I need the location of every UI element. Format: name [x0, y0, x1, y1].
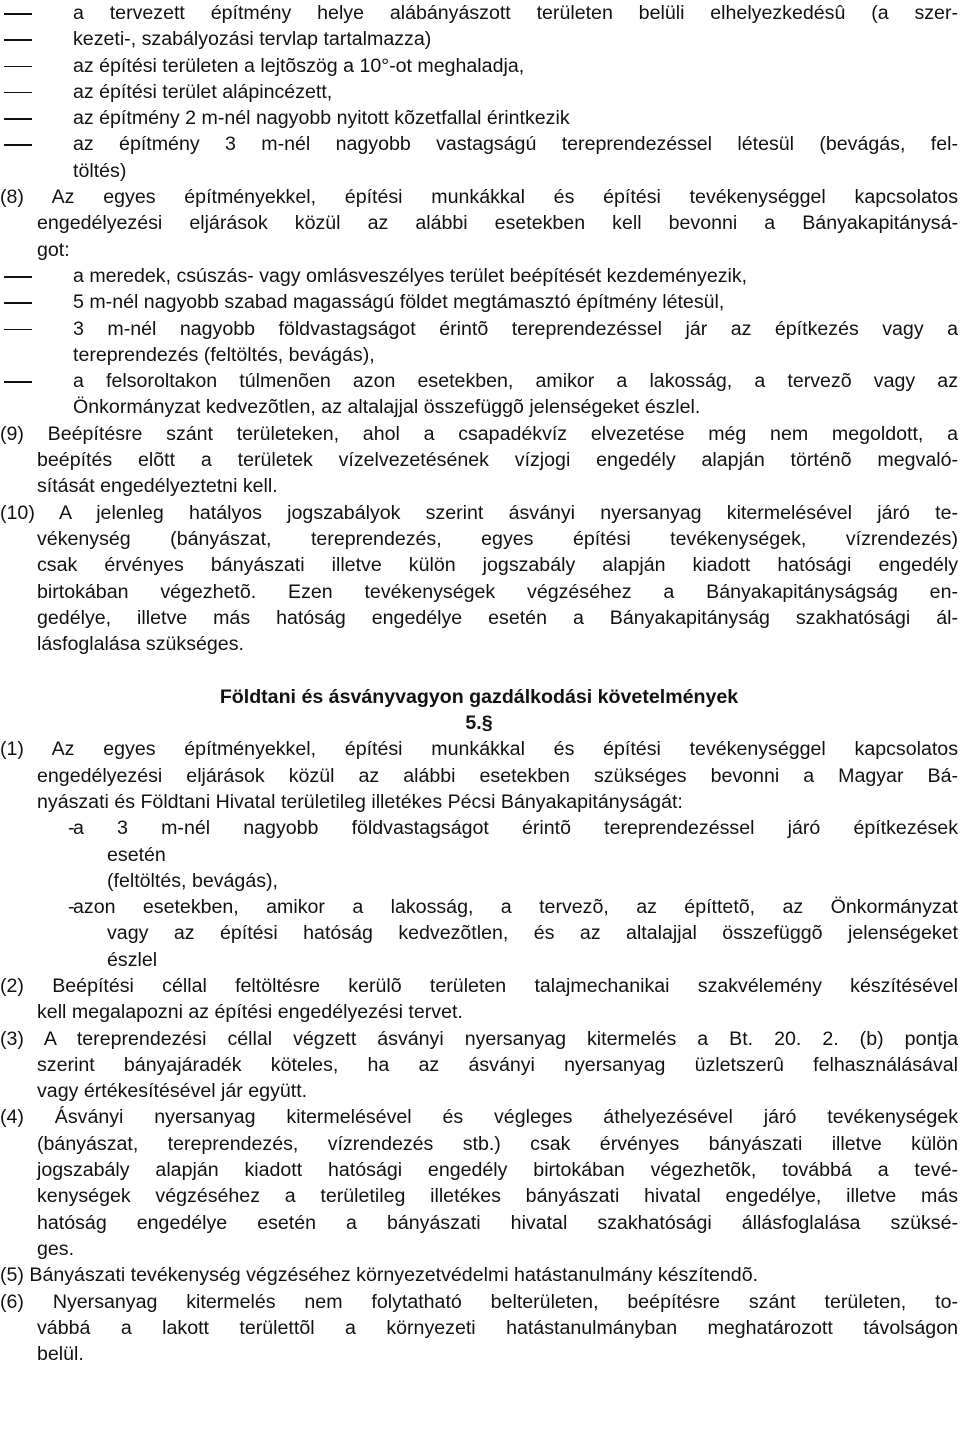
text-line: jogszabály alapján kiadott hatósági engedély birtokában végezhetõk, továbbá a tevé- — [37, 1159, 958, 1182]
blank-line — [0, 657, 958, 683]
text-line: gedélye, illetve más hatóság engedélye esetén a Bányakapitányság szakhatósági ál- — [37, 606, 958, 629]
text-line: beépítés elõtt a területek vízelvezetésének vízjogi engedély alapján történõ megvaló- — [37, 449, 958, 472]
text-line: a felsoroltakon túlmenõen azon esetekben, amikor a lakosság, a tervezõ vagy az — [0, 368, 958, 394]
text-line: - azon esetekben, amikor a lakosság, a tervezõ, az építtetõ, az Önkormányzat — [0, 894, 958, 920]
text-line: kenységek végzéséhez a területileg illetékes bányászati hivatal engedélye, illetve más — [37, 1185, 958, 1208]
text-line: 3 m-nél nagyobb földvastagságot érintõ tereprendezéssel jár az építkezés vagy a — [0, 316, 958, 342]
text-line: töltés) — [73, 159, 127, 182]
text-line: (3) A tereprendezési céllal végzett ásványi nyersanyag kitermelés a Bt. 20. 2. (b) pontja — [0, 1027, 958, 1050]
text-line: (8) Az egyes építményekkel, építési munkákkal és építési tevékenységgel kapcsolatos — [0, 186, 958, 209]
text-line: ges. — [37, 1237, 75, 1260]
text-line: a meredek, csúszás- vagy omlásveszélyes terület beépítését kezdeményezik, — [0, 263, 958, 289]
section-heading: Földtani és ásványvagyon gazdálkodási követelmények — [219, 685, 739, 708]
text-line: (4) Ásványi nyersanyag kitermelésével és végleges áthelyezésével járó tevékenységek — [0, 1106, 958, 1129]
text-line: sítását engedélyeztetni kell. — [37, 475, 278, 498]
text-line: az építmény 2 m-nél nagyobb nyitott kõzetfallal érintkezik — [0, 105, 958, 131]
text-line: vékenység (bányászat, tereprendezés, egyes építési tevékenységek, vízrendezés) — [37, 527, 958, 550]
text-line: csak érvényes bányászati illetve külön jogszabály alapján kiadott hatósági engedély — [37, 554, 958, 577]
text-line: vagy értékesítésével jár együtt. — [37, 1080, 308, 1103]
text-line: az építmény 3 m-nél nagyobb vastagságú tereprendezéssel létesül (bevágás, fel- — [0, 131, 958, 157]
text-line: (9) Beépítésre szánt területeken, ahol a csapadékvíz elvezetése még nem megoldott, a — [0, 422, 958, 445]
text-line: tereprendezés (feltöltés, bevágás), — [73, 343, 375, 366]
text-line: az építési területen a lejtõszög a 10°-ot meghaladja, — [0, 53, 958, 79]
text-line: engedélyezési eljárások közül az alábbi esetekben szükséges bevonni a Magyar Bá- — [37, 764, 958, 787]
text-line: kell megalapozni az építési engedélyezési tervet. — [37, 1001, 463, 1024]
text-line: Önkormányzat kedvezõtlen, az altalajjal összefüggõ jelenségeket észlel. — [73, 396, 701, 419]
text-line: az építési terület alápincézett, — [0, 79, 958, 105]
text-line: lásfoglalása szükséges. — [37, 633, 244, 656]
text-line: nyászati és Földtani Hivatal területileg illetékes Pécsi Bányakapitányságát: — [37, 790, 683, 813]
text-line: birtokában végezhetõ. Ezen tevékenységek végzéséhez a Bányakapitányságság en- — [37, 580, 958, 603]
text-line: vábbá a lakott területtõl a környezeti hatástanulmányban meghatározott távolságon — [37, 1316, 958, 1339]
text-line: (6) Nyersanyag kitermelés nem folytatható belterületen, beépítésre szánt területen, to- — [0, 1290, 958, 1313]
text-line: (feltöltés, bevágás), — [107, 869, 278, 892]
text-line: szerint bányajáradék köteles, ha az ásványi nyersanyag üzletszerû felhasználásával — [37, 1053, 958, 1076]
text-line: 5 m-nél nagyobb szabad magasságú földet megtámasztó építmény létesül, — [0, 289, 958, 315]
text-line: kezeti-, szabályozási tervlap tartalmazza) — [0, 26, 958, 52]
text-line: esetén — [107, 843, 166, 866]
text-line: észlel — [107, 948, 158, 971]
text-line: (5) Bányászati tevékenység végzéséhez környezetvédelmi hatástanulmány készítendõ. — [0, 1264, 759, 1287]
text-line: a tervezett építmény helye alábányászott területen belüli elhelyezkedésû (a szer- — [0, 0, 958, 26]
text-line: hatóság engedélye esetén a bányászati hivatal szakhatósági állásfoglalása szüksé- — [37, 1211, 958, 1234]
text-line: vagy az építési hatóság kedvezõtlen, és az altalajjal összefüggõ jelenségeket — [107, 922, 958, 945]
text-line: engedélyezési eljárások közül az alábbi esetekben kell bevonni a Bányakapitánysá- — [37, 212, 958, 235]
text-line: (2) Beépítési céllal feltöltésre kerülõ területen talajmechanikai szakvélemény készítésével — [0, 974, 958, 997]
text-line: - a 3 m-nél nagyobb földvastagságot érintõ tereprendezéssel járó építkezések — [0, 815, 958, 841]
text-line: (bányászat, tereprendezés, vízrendezés stb.) csak érvényes bányászati illetve külön — [37, 1132, 958, 1155]
text-line: belül. — [37, 1343, 84, 1366]
text-line: got: — [37, 238, 70, 261]
text-line: (1) Az egyes építményekkel, építési munkákkal és építési tevékenységgel kapcsolatos — [0, 738, 958, 761]
section-heading: 5.§ — [465, 712, 493, 735]
text-line: (10) A jelenleg hatályos jogszabályok szerint ásványi nyersanyag kitermelésével járó te- — [0, 501, 958, 524]
